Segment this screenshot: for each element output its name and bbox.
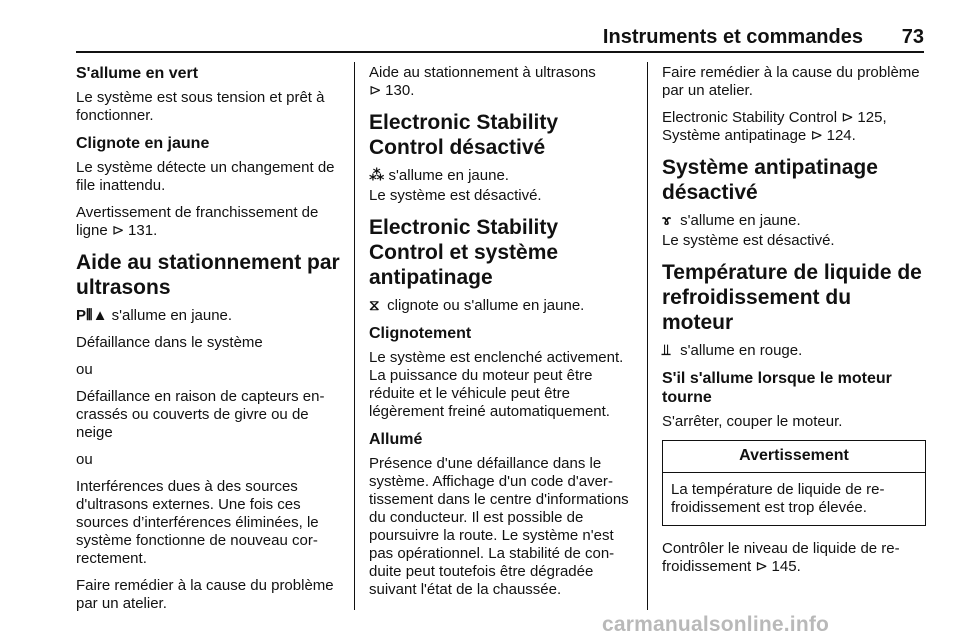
paragraph: Défaillance dans le système	[76, 334, 263, 351]
paragraph: ou	[76, 361, 93, 378]
column-2	[369, 64, 635, 608]
section-heading-temperature: Température de liquide de refroidissement du moteur	[662, 261, 922, 334]
parking-sensor-icon: P⦀▲	[76, 307, 108, 324]
paragraph-ref	[369, 64, 635, 100]
paragraph: Le système est sous tension et prêt à fonctionner.	[76, 89, 325, 124]
paragraph: Interférences dues à des sources d'ultrasons externes. Une fois ces sources d’interférences éliminées, le système fonctionne de nouveau correctement.	[76, 478, 319, 567]
section-heading-aide: Aide au stationnement par ultrasons	[76, 251, 340, 299]
coolant-temperature-icon: ⫫	[662, 342, 671, 359]
warning-box	[662, 440, 926, 526]
paragraph	[662, 342, 926, 360]
ref-text: Contrôler le niveau de liquide de refroidissement	[662, 540, 900, 575]
icon-caption: s'allume en jaune.	[676, 212, 801, 229]
ref-text: Système antipatinage	[662, 127, 807, 144]
ref-page-link[interactable]: 124.	[826, 127, 856, 144]
section-heading-esc-tc: Electronic Stability Control et système antipatinage	[369, 216, 559, 289]
column-divider	[647, 62, 648, 610]
ref-page-link[interactable]: 130.	[385, 82, 415, 99]
page-header	[0, 0, 960, 52]
ref-text: Electronic Stability Control	[662, 109, 838, 126]
paragraph: ou	[76, 451, 93, 468]
header-rule	[76, 51, 924, 53]
header-title: Instruments et commandes	[602, 26, 863, 48]
esc-off-icon: ⁂	[369, 167, 385, 184]
paragraph: Faire remédier à la cause du problème par un atelier.	[76, 577, 334, 612]
paragraph: Le système est enclenché activement. La puissance du moteur peut être réduite et le véhicule peut être légèrement freiné automatiquement.	[369, 349, 624, 420]
paragraph-ref	[76, 204, 344, 240]
subheading-moteur-tourne: S'il s'allume lorsque le moteur tourne	[662, 370, 892, 406]
subheading-clignotement: Clignotement	[369, 325, 472, 342]
paragraph	[369, 167, 635, 185]
icon-caption: clignote ou s'allume en jaune.	[383, 297, 585, 314]
paragraph: Le système est désactivé.	[662, 232, 835, 249]
ref-arrow-icon: ⊳	[841, 109, 854, 126]
ref-arrow-icon: ⊳	[111, 222, 125, 239]
paragraph	[76, 307, 344, 325]
ref-arrow-icon: ⊳	[755, 558, 768, 575]
ref-page-link[interactable]: 125,	[857, 109, 887, 126]
icon-caption: s'allume en jaune.	[107, 307, 233, 324]
paragraph: Défaillance en raison de capteurs encrassés ou couverts de givre ou de neige	[76, 388, 325, 441]
section-heading-esc-off: Electronic Stability Control désactivé	[369, 111, 559, 159]
page-number: 73	[901, 26, 924, 48]
paragraph	[662, 212, 926, 230]
ref-text: Aide au stationnement à ultrasons	[369, 64, 596, 81]
paragraph: Faire remédier à la cause du problème par un atelier.	[662, 64, 920, 99]
subheading-jaune: Clignote en jaune	[76, 135, 210, 152]
ref-page-link[interactable]: 131.	[128, 222, 158, 239]
subheading-allume: Allumé	[369, 431, 423, 448]
warning-body: La température de liquide de refroidissement est trop élevée.	[671, 481, 885, 516]
ref-text: Avertissement de franchissement de ligne	[76, 204, 319, 239]
column-1	[76, 64, 344, 622]
icon-caption: s'allume en rouge.	[676, 342, 803, 359]
paragraph: S'arrêter, couper le moteur.	[662, 413, 843, 430]
paragraph-refs	[662, 109, 926, 145]
paragraph-ref	[662, 540, 926, 576]
traction-control-off-icon: ɤ	[662, 212, 672, 229]
paragraph: Le système détecte un changement de file inattendu.	[76, 159, 335, 194]
paragraph: Le système est désactivé.	[369, 187, 542, 204]
ref-arrow-icon: ⊳	[369, 82, 382, 99]
column-3	[662, 64, 926, 585]
watermark: carmanualsonline.info	[602, 613, 830, 636]
icon-caption: s'allume en jaune.	[384, 167, 509, 184]
paragraph	[369, 297, 635, 315]
ref-page-link[interactable]: 145.	[771, 558, 801, 575]
esc-icon: ⧖	[369, 297, 380, 314]
ref-arrow-icon: ⊳	[810, 127, 824, 144]
paragraph: Présence d'une défaillance dans le système. Affichage d'un code d'avertissement dans le centre d'informations du conducteur. Il est possible de poursuivre la route. Le système n'est pas opérationnel. La stabilité de conduite peut toutefois être dégradée suivant l'état de la chaussée.	[369, 455, 629, 598]
subheading-vert: S'allume en vert	[76, 65, 199, 82]
column-divider	[354, 62, 355, 610]
section-heading-tc-off: Système antipatinage désactivé	[662, 156, 878, 204]
warning-title: Avertissement	[663, 441, 925, 473]
